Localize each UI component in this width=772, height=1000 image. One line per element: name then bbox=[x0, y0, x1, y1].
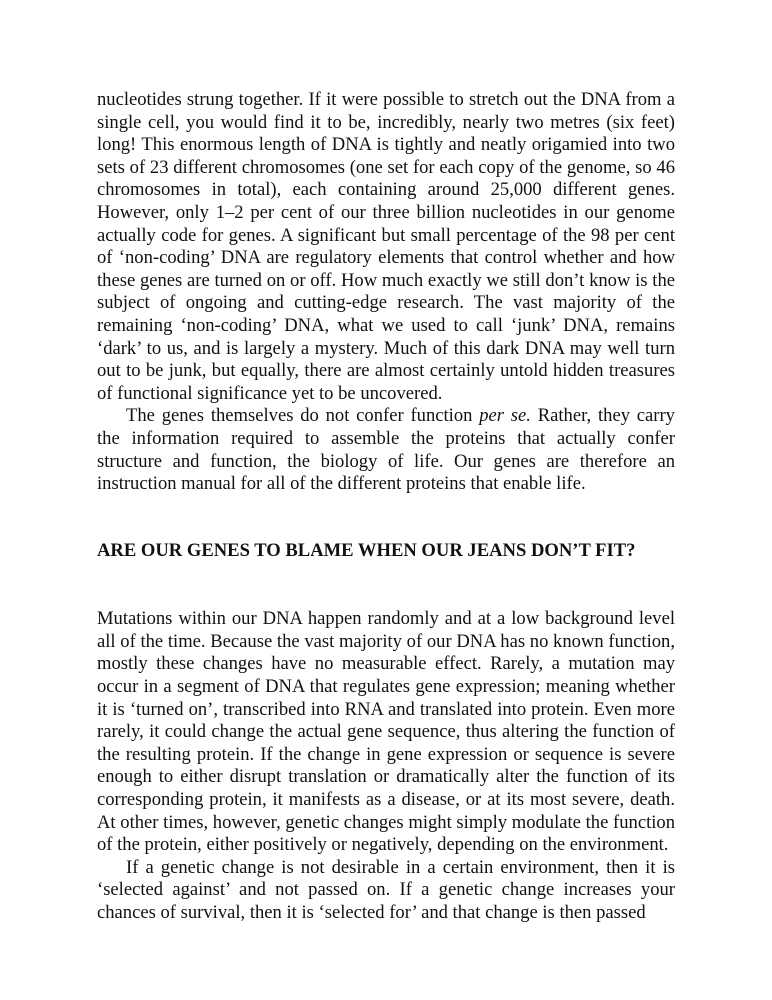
paragraph-dna-length: nucleotides strung together. If it were possible to stretch out the DNA from a single cell, you would find it to be, incredibly, nearly two metres (six feet) long! This enormous length of DNA is tightly and neatly origamied into two sets of 23 different chromosomes (one set for each copy of the genome, so 46 chromosomes in total), each containing around 25,000 different genes. However, only 1–2 per cent of our three billion nucleotides in our genome actually code for genes. A significant but small percentage of the 98 per cent of ‘non-coding’ DNA are regulatory elements that control whether and how these genes are turned on or off. How much exactly we still don’t know is the subject of ongoing and cutting-edge research. The vast majority of the remaining ‘non-coding’ DNA, what we used to call ‘junk’ DNA, remains ‘dark’ to us, and is largely a mystery. Much of this dark DNA may well turn out to be junk, but equally, there are almost certainly untold hidden treasures of functional significance yet to be uncovered. bbox=[97, 89, 675, 404]
paragraph-genes-function bbox=[97, 405, 675, 495]
paragraph-selection: If a genetic change is not desirable in a certain environment, then it is ‘selected against’ and not passed on. If a genetic change increases your chances of survival, then it is ‘selected for’ and that change is then passed bbox=[97, 856, 675, 923]
paragraph-genes-function-text-2: Rather, they carry the information required to assemble the proteins that actually confer structure and function, the biology of life. Our genes are therefore an instruction manual for all of the different proteins that enable life. bbox=[97, 405, 675, 495]
italic-per-se: per se. bbox=[479, 405, 531, 427]
book-page bbox=[97, 89, 675, 925]
section-heading: ARE OUR GENES TO BLAME WHEN OUR JEANS DON’T FIT? bbox=[97, 539, 636, 561]
paragraph-mutations: Mutations within our DNA happen randomly and at a low background level all of the time. Because the vast majority of our DNA has no known function, mostly these changes have no measurable effect. Rarely, a mutation may occur in a segment of DNA that regulates gene expression; meaning whether it is ‘turned on’, transcribed into RNA and translated into protein. Even more rarely, it could change the actual gene sequence, thus altering the function of the resulting protein. If the change in gene expression or sequence is severe enough to either disrupt translation or dramatically alter the function of its corresponding protein, it manifests as a disease, or at its most severe, death. At other times, however, genetic changes might simply modulate the function of the protein, either positively or negatively, depending on the environment. bbox=[97, 608, 675, 856]
paragraph-genes-function-text-1: The genes themselves do not confer function bbox=[126, 405, 480, 427]
